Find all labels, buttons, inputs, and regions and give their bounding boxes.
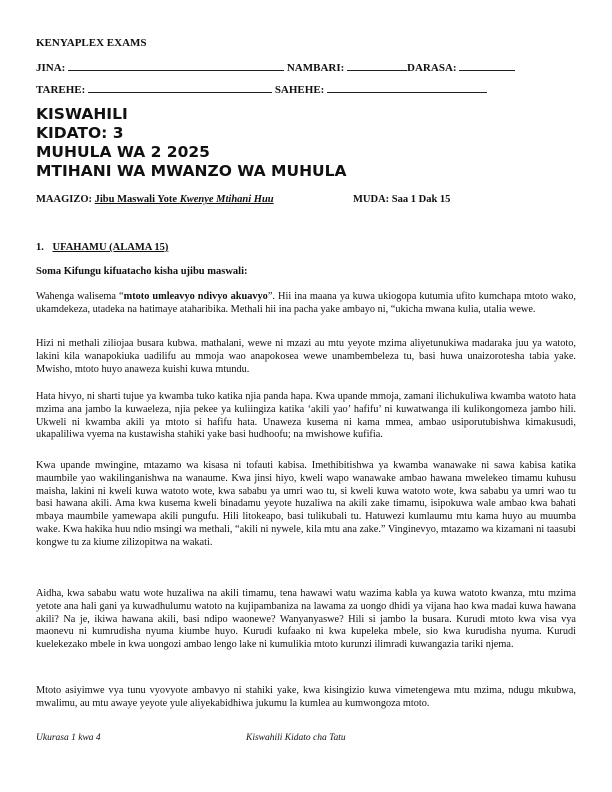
- passage-paragraph-3: Hata hivyo, ni sharti tujue ya kwamba tuko katika njia panda hapa. Kwa upande mmoja, zamani ilichukuliwa kwamba watoto hata mzima ana jambo la kuwaeleza, njia pekee ya kuliingiza katika ‘akili yao’ hafifu’ ni kuwatwanga ili kulikongomeza jambo hili. Ukweli ni kwamba akili ya mtoto si hafifu hata. Unaweza kusema ni kama mmea, ambao usiporutubishwa kimakusudi, ukapaliliwa vyema na kustawisha stahiki yake basi hudhoofu; na mwishowe kufifia.: [36, 391, 576, 441]
- jina-field[interactable]: [68, 61, 284, 71]
- instructions: [36, 194, 274, 205]
- section-number: 1.: [36, 242, 44, 253]
- tarehe-field[interactable]: [88, 83, 272, 93]
- jina-row: [36, 61, 515, 74]
- page-number: Ukurasa 1 kwa 4: [36, 733, 101, 743]
- p1-before: Wahenga walisema “: [36, 291, 124, 302]
- instructions-text-plain: Jibu Maswali Yote: [94, 194, 178, 205]
- jina-label: JINA:: [36, 62, 66, 74]
- subject-title: KISWAHILI: [36, 105, 128, 123]
- section-title: UFAHAMU (ALAMA 15): [52, 242, 169, 253]
- passage-paragraph-1: [36, 291, 576, 317]
- p1-proverb: mtoto umleavyo ndivyo akuavyo: [123, 291, 268, 302]
- sahehe-label: SAHEHE:: [274, 84, 325, 96]
- darasa-field[interactable]: [459, 61, 515, 71]
- passage-paragraph-2: Hizi ni methali ziliojaa busara kubwa. mathalani, wewe ni mzazi au mtu yeyote mzima aliyetunukiwa madaraka juu ya watoto, lakini kila wanapokiuka uadilifu au mmoja wao anapokosea wewe unambembeleza tu, basi huwa unaizorotesha tabia yake. Mwisho, mtoto huyo anaweza kuishi kuwa mtundu.: [36, 338, 576, 375]
- instructions-text-italic: Kwenye Mtihani Huu: [179, 194, 274, 205]
- org-name: KENYAPLEX EXAMS: [36, 37, 147, 49]
- instructions-label: MAAGIZO:: [36, 194, 92, 205]
- tarehe-label: TAREHE:: [36, 84, 86, 96]
- passage-paragraph-5: Aidha, kwa sababu watu wote huzaliwa na akili timamu, tena hawawi watu wazima kabla ya kuwa watoto kwanza, mtu mzima yetote ana hali gani ya kuwadhulumu watoto na kujipambaniza na lawama za uongo dhidi ya vijana hao kwa madai kuwa hawana akili? Na je, ikiwa hawana akili, basi ndipo waonewe? Wanyanyaswe? Hili si jambo la busara. Kurudi mtoto kwa visa vya maonevu ni kumrudisha nyuma kiumbe huyo. Kurudi kufaako ni kwa kupeleka mbele, sio kwa kurudisha nyuma. Kurudi kuelekezako mbele in kwa uongozi ambao lengo lake ni kumulikia mtoto kurunzi ilimradi kuwangazia tariki njema.: [36, 588, 576, 651]
- term-title: MUHULA WA 2 2025: [36, 143, 210, 161]
- darasa-label: DARASA:: [407, 62, 457, 74]
- nambari-field[interactable]: [347, 61, 407, 71]
- course-footer: Kiswahili Kidato cha Tatu: [246, 733, 346, 743]
- p1-after: ”. Hii ina maana ya kuwa ukiogopa kutumia ufito kumchapa mtoto wako, ukamdekeza, utadeka na hatimaye ataharibika. Methali hii ina pacha yake ambayo ni, “ukicha mwana kulia, utalia wewe.: [36, 291, 576, 315]
- section-prompt: Soma Kifungu kifuatacho kisha ujibu maswali:: [36, 266, 248, 277]
- exam-title: MTIHANI WA MWANZO WA MUHULA: [36, 162, 347, 180]
- passage-paragraph-6: Mtoto asiyimwe vya tunu vyovyote ambavyo ni stahiki yake, kwa kisingizio kuwa vimetengewa mtu mzima, ndugu mkubwa, mwalimu, au mtu awaye yeyote yule aliyekabidhiwa jukumu la kumlea au kumwongoza mtoto.: [36, 685, 576, 709]
- instructions-text: [95, 194, 274, 205]
- tarehe-row: [36, 83, 487, 96]
- sahehe-field[interactable]: [327, 83, 487, 93]
- section-heading: [36, 242, 168, 253]
- exam-duration: MUDA: Saa 1 Dak 15: [353, 194, 451, 205]
- form-title: KIDATO: 3: [36, 124, 124, 142]
- nambari-label: NAMBARI:: [286, 62, 345, 74]
- passage-paragraph-4: Kwa upande mwingine, mtazamo wa kisasa ni tofauti kabisa. Imethibitishwa ya kwamba wanawake ni sawa kabisa katika maumbile yao wakilinganishwa na wanaume. Kwa jinsi hiyo, kweli wapo wanawake ambao hawana mwelekeo timamu kuhusu maisha, lakini ni kweli kuwa watoto wote, kwa sababu ya umri wao tu, si kweli kuwa watoto wote, kwa sababu ya umri wao tu basi hawana akili. Ama kwa kusema kweli binadamu yeyote huzaliwa na akili zake timamu, isipokuwa wale ambao kwa bahati mbaya maumbile yamewapa akili pungufu. Hili litokeapo, basi tulikubali tu. Hatuwezi kumlaumu mtu kama huyo au muumba wake. Kwa hakika huu ndio msingi wa methali, “akili ni nywele, kila mtu ana zake.” Vinginevyo, mtazamo wa kizamani ni taasubi kongwe tu za kiume zilizopitwa na wakati.: [36, 460, 576, 548]
